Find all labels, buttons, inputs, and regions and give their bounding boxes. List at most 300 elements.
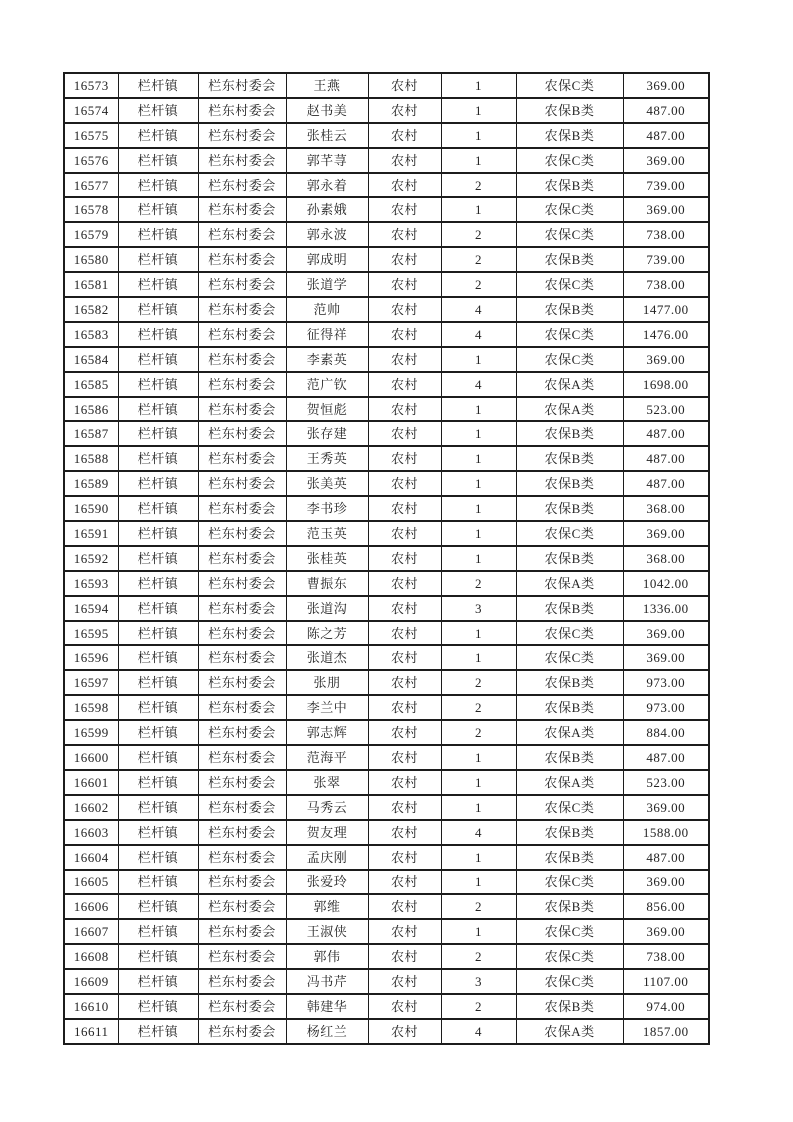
table-row xyxy=(64,944,709,969)
table-cell: 栏杆镇 xyxy=(118,845,198,870)
table-cell: 16579 xyxy=(64,222,118,247)
table-cell: 栏东村委会 xyxy=(198,148,286,173)
table-cell: 1 xyxy=(441,845,516,870)
table-cell: 16581 xyxy=(64,272,118,297)
table-cell: 368.00 xyxy=(623,546,709,571)
table-cell: 栏东村委会 xyxy=(198,969,286,994)
table-cell: 农村 xyxy=(368,571,441,596)
table-cell: 2 xyxy=(441,670,516,695)
table-cell: 栏东村委会 xyxy=(198,571,286,596)
table-cell: 郭成明 xyxy=(286,247,368,272)
table-cell: 1 xyxy=(441,770,516,795)
table-cell: 农保C类 xyxy=(516,621,623,646)
table-cell: 1 xyxy=(441,197,516,222)
table-cell: 王秀英 xyxy=(286,446,368,471)
table-cell: 栏杆镇 xyxy=(118,720,198,745)
table-cell: 栏杆镇 xyxy=(118,471,198,496)
table-cell: 韩建华 xyxy=(286,994,368,1019)
table-cell: 16574 xyxy=(64,98,118,123)
table-cell: 农保C类 xyxy=(516,870,623,895)
table-cell: 农村 xyxy=(368,297,441,322)
table-cell: 栏东村委会 xyxy=(198,496,286,521)
table-cell: 农保B类 xyxy=(516,247,623,272)
table-cell: 16591 xyxy=(64,521,118,546)
table-row xyxy=(64,148,709,173)
table-cell: 农保C类 xyxy=(516,521,623,546)
table-cell: 农村 xyxy=(368,670,441,695)
table-cell: 农保C类 xyxy=(516,272,623,297)
table-cell: 4 xyxy=(441,322,516,347)
table-row xyxy=(64,98,709,123)
table-cell: 栏东村委会 xyxy=(198,745,286,770)
table-cell: 范海平 xyxy=(286,745,368,770)
table-cell: 738.00 xyxy=(623,944,709,969)
table-cell: 张道学 xyxy=(286,272,368,297)
benefits-table xyxy=(63,72,710,1045)
table-cell: 3 xyxy=(441,596,516,621)
table-cell: 栏杆镇 xyxy=(118,919,198,944)
table-cell: 李书珍 xyxy=(286,496,368,521)
table-cell: 栏东村委会 xyxy=(198,98,286,123)
table-cell: 农保C类 xyxy=(516,919,623,944)
table-cell: 1 xyxy=(441,347,516,372)
table-row xyxy=(64,596,709,621)
table-cell: 738.00 xyxy=(623,272,709,297)
table-cell: 369.00 xyxy=(623,645,709,670)
table-cell: 农保B类 xyxy=(516,173,623,198)
table-cell: 栏杆镇 xyxy=(118,247,198,272)
table-cell: 农村 xyxy=(368,148,441,173)
table-cell: 农村 xyxy=(368,73,441,98)
table-cell: 1 xyxy=(441,471,516,496)
table-cell: 农保B类 xyxy=(516,695,623,720)
table-cell: 2 xyxy=(441,571,516,596)
table-cell: 栏杆镇 xyxy=(118,546,198,571)
table-row xyxy=(64,272,709,297)
table-cell: 农村 xyxy=(368,1019,441,1044)
table-cell: 孟庆刚 xyxy=(286,845,368,870)
table-cell: 1 xyxy=(441,496,516,521)
table-cell: 1 xyxy=(441,421,516,446)
table-row xyxy=(64,297,709,322)
table-cell: 农保A类 xyxy=(516,770,623,795)
table-cell: 孙素娥 xyxy=(286,197,368,222)
table-row xyxy=(64,546,709,571)
table-cell: 栏东村委会 xyxy=(198,222,286,247)
table-cell: 738.00 xyxy=(623,222,709,247)
table-cell: 1107.00 xyxy=(623,969,709,994)
table-cell: 栏东村委会 xyxy=(198,521,286,546)
table-cell: 农村 xyxy=(368,795,441,820)
table-cell: 农保B类 xyxy=(516,297,623,322)
table-cell: 范帅 xyxy=(286,297,368,322)
table-cell: 农村 xyxy=(368,695,441,720)
table-cell: 张翠 xyxy=(286,770,368,795)
table-cell: 郭永波 xyxy=(286,222,368,247)
table-row xyxy=(64,670,709,695)
table-cell: 16577 xyxy=(64,173,118,198)
table-cell: 冯书芹 xyxy=(286,969,368,994)
table-cell: 农村 xyxy=(368,894,441,919)
table-cell: 农保A类 xyxy=(516,372,623,397)
table-cell: 栏东村委会 xyxy=(198,944,286,969)
table-cell: 16588 xyxy=(64,446,118,471)
table-cell: 农村 xyxy=(368,720,441,745)
table-cell: 16608 xyxy=(64,944,118,969)
table-cell: 栏杆镇 xyxy=(118,148,198,173)
table-cell: 栏东村委会 xyxy=(198,596,286,621)
table-cell: 农保C类 xyxy=(516,645,623,670)
table-row xyxy=(64,372,709,397)
table-cell: 李素英 xyxy=(286,347,368,372)
table-cell: 栏东村委会 xyxy=(198,272,286,297)
table-cell: 369.00 xyxy=(623,795,709,820)
table-cell: 农保B类 xyxy=(516,98,623,123)
table-cell: 1 xyxy=(441,397,516,422)
table-cell: 张桂英 xyxy=(286,546,368,571)
table-row xyxy=(64,795,709,820)
table-cell: 农保C类 xyxy=(516,795,623,820)
table-cell: 2 xyxy=(441,222,516,247)
table-cell: 赵书美 xyxy=(286,98,368,123)
table-cell: 农村 xyxy=(368,173,441,198)
table-row xyxy=(64,347,709,372)
table-cell: 农村 xyxy=(368,521,441,546)
table-cell: 487.00 xyxy=(623,421,709,446)
table-cell: 农村 xyxy=(368,471,441,496)
table-cell: 栏东村委会 xyxy=(198,322,286,347)
table-cell: 王燕 xyxy=(286,73,368,98)
table-cell: 农保A类 xyxy=(516,720,623,745)
table-cell: 农村 xyxy=(368,596,441,621)
table-cell: 栏东村委会 xyxy=(198,446,286,471)
table-cell: 4 xyxy=(441,297,516,322)
table-cell: 郭志辉 xyxy=(286,720,368,745)
table-cell: 栏东村委会 xyxy=(198,845,286,870)
table-cell: 栏杆镇 xyxy=(118,571,198,596)
table-cell: 1 xyxy=(441,621,516,646)
table-cell: 农保A类 xyxy=(516,397,623,422)
table-cell: 农村 xyxy=(368,820,441,845)
table-cell: 栏杆镇 xyxy=(118,1019,198,1044)
table-cell: 栏东村委会 xyxy=(198,720,286,745)
table-cell: 2 xyxy=(441,720,516,745)
table-cell: 2 xyxy=(441,173,516,198)
table-cell: 369.00 xyxy=(623,148,709,173)
table-cell: 487.00 xyxy=(623,745,709,770)
table-cell: 973.00 xyxy=(623,670,709,695)
table-cell: 农村 xyxy=(368,98,441,123)
table-cell: 1 xyxy=(441,521,516,546)
table-cell: 农村 xyxy=(368,272,441,297)
table-cell: 张存建 xyxy=(286,421,368,446)
table-cell: 487.00 xyxy=(623,471,709,496)
table-cell: 487.00 xyxy=(623,446,709,471)
table-cell: 农保B类 xyxy=(516,894,623,919)
table-cell: 2 xyxy=(441,247,516,272)
table-cell: 2 xyxy=(441,994,516,1019)
table-cell: 栏东村委会 xyxy=(198,695,286,720)
table-cell: 1 xyxy=(441,446,516,471)
table-cell: 369.00 xyxy=(623,347,709,372)
table-cell: 2 xyxy=(441,894,516,919)
table-cell: 农保B类 xyxy=(516,845,623,870)
table-cell: 栏杆镇 xyxy=(118,521,198,546)
table-row xyxy=(64,247,709,272)
table-cell: 1 xyxy=(441,870,516,895)
table-cell: 16605 xyxy=(64,870,118,895)
table-cell: 农村 xyxy=(368,645,441,670)
table-cell: 1857.00 xyxy=(623,1019,709,1044)
table-cell: 2 xyxy=(441,272,516,297)
table-cell: 16575 xyxy=(64,123,118,148)
table-row xyxy=(64,1019,709,1044)
table-cell: 栏杆镇 xyxy=(118,870,198,895)
table-cell: 张朋 xyxy=(286,670,368,695)
table-cell: 农保C类 xyxy=(516,197,623,222)
table-cell: 栏杆镇 xyxy=(118,421,198,446)
table-cell: 1042.00 xyxy=(623,571,709,596)
table-row xyxy=(64,994,709,1019)
table-cell: 16599 xyxy=(64,720,118,745)
table-cell: 1 xyxy=(441,98,516,123)
table-cell: 栏杆镇 xyxy=(118,645,198,670)
table-cell: 张桂云 xyxy=(286,123,368,148)
table-cell: 栏杆镇 xyxy=(118,969,198,994)
table-cell: 栏杆镇 xyxy=(118,123,198,148)
table-row xyxy=(64,645,709,670)
table-cell: 栏东村委会 xyxy=(198,670,286,695)
table-cell: 栏杆镇 xyxy=(118,795,198,820)
table-cell: 农保B类 xyxy=(516,596,623,621)
table-cell: 农村 xyxy=(368,870,441,895)
table-row xyxy=(64,197,709,222)
table-cell: 农保B类 xyxy=(516,994,623,1019)
table-cell: 张美英 xyxy=(286,471,368,496)
table-cell: 农村 xyxy=(368,621,441,646)
table-cell: 369.00 xyxy=(623,73,709,98)
table-row xyxy=(64,845,709,870)
table-cell: 郭永着 xyxy=(286,173,368,198)
table-row xyxy=(64,73,709,98)
table-cell: 栏杆镇 xyxy=(118,98,198,123)
table-cell: 农村 xyxy=(368,123,441,148)
table-cell: 郭维 xyxy=(286,894,368,919)
table-row xyxy=(64,222,709,247)
table-cell: 栏东村委会 xyxy=(198,347,286,372)
table-cell: 16606 xyxy=(64,894,118,919)
table-row xyxy=(64,571,709,596)
table-cell: 16601 xyxy=(64,770,118,795)
table-cell: 栏杆镇 xyxy=(118,272,198,297)
table-cell: 农村 xyxy=(368,446,441,471)
table-cell: 农村 xyxy=(368,197,441,222)
table-cell: 16602 xyxy=(64,795,118,820)
table-cell: 农保B类 xyxy=(516,820,623,845)
table-cell: 农村 xyxy=(368,347,441,372)
table-cell: 农保A类 xyxy=(516,571,623,596)
table-cell: 曹振东 xyxy=(286,571,368,596)
table-cell: 栏杆镇 xyxy=(118,944,198,969)
table-cell: 栏杆镇 xyxy=(118,446,198,471)
table-row xyxy=(64,123,709,148)
table-cell: 16609 xyxy=(64,969,118,994)
table-cell: 马秀云 xyxy=(286,795,368,820)
table-cell: 856.00 xyxy=(623,894,709,919)
table-cell: 4 xyxy=(441,820,516,845)
table-cell: 农村 xyxy=(368,397,441,422)
table-row xyxy=(64,695,709,720)
table-cell: 栏杆镇 xyxy=(118,670,198,695)
table-cell: 16584 xyxy=(64,347,118,372)
table-cell: 栏东村委会 xyxy=(198,546,286,571)
table-cell: 16580 xyxy=(64,247,118,272)
table-cell: 农村 xyxy=(368,994,441,1019)
table-cell: 农保B类 xyxy=(516,496,623,521)
table-cell: 农村 xyxy=(368,222,441,247)
table-cell: 1 xyxy=(441,148,516,173)
table-cell: 栏东村委会 xyxy=(198,173,286,198)
table-cell: 16597 xyxy=(64,670,118,695)
table-cell: 栏杆镇 xyxy=(118,770,198,795)
table-cell: 1 xyxy=(441,919,516,944)
table-cell: 16583 xyxy=(64,322,118,347)
table-cell: 农村 xyxy=(368,546,441,571)
table-cell: 16598 xyxy=(64,695,118,720)
table-cell: 栏杆镇 xyxy=(118,994,198,1019)
table-cell: 1 xyxy=(441,73,516,98)
table-cell: 栏东村委会 xyxy=(198,870,286,895)
table-cell: 16590 xyxy=(64,496,118,521)
table-cell: 栏东村委会 xyxy=(198,795,286,820)
table-cell: 李兰中 xyxy=(286,695,368,720)
table-row xyxy=(64,421,709,446)
table-cell: 369.00 xyxy=(623,870,709,895)
table-cell: 农保C类 xyxy=(516,969,623,994)
table-cell: 征得祥 xyxy=(286,322,368,347)
table-row xyxy=(64,446,709,471)
table-cell: 16600 xyxy=(64,745,118,770)
table-body xyxy=(64,73,709,1044)
table-row xyxy=(64,621,709,646)
table-cell: 523.00 xyxy=(623,770,709,795)
table-cell: 农村 xyxy=(368,322,441,347)
table-cell: 3 xyxy=(441,969,516,994)
table-cell: 4 xyxy=(441,372,516,397)
table-cell: 栏杆镇 xyxy=(118,73,198,98)
table-cell: 栏东村委会 xyxy=(198,421,286,446)
table-cell: 栏杆镇 xyxy=(118,894,198,919)
table-cell: 农村 xyxy=(368,421,441,446)
table-cell: 张爱玲 xyxy=(286,870,368,895)
table-row xyxy=(64,894,709,919)
table-row xyxy=(64,969,709,994)
table-row xyxy=(64,397,709,422)
table-cell: 1336.00 xyxy=(623,596,709,621)
table-cell: 16595 xyxy=(64,621,118,646)
table-cell: 523.00 xyxy=(623,397,709,422)
table-cell: 农保B类 xyxy=(516,745,623,770)
table-cell: 栏杆镇 xyxy=(118,197,198,222)
table-cell: 张道杰 xyxy=(286,645,368,670)
table-cell: 栏东村委会 xyxy=(198,397,286,422)
table-cell: 农保C类 xyxy=(516,322,623,347)
table-cell: 栏杆镇 xyxy=(118,347,198,372)
table-cell: 农村 xyxy=(368,845,441,870)
table-cell: 栏东村委会 xyxy=(198,471,286,496)
table-cell: 农保B类 xyxy=(516,123,623,148)
table-cell: 369.00 xyxy=(623,621,709,646)
table-cell: 栏杆镇 xyxy=(118,496,198,521)
table-cell: 2 xyxy=(441,944,516,969)
table-row xyxy=(64,870,709,895)
table-cell: 郭伟 xyxy=(286,944,368,969)
table-cell: 栏杆镇 xyxy=(118,397,198,422)
table-cell: 4 xyxy=(441,1019,516,1044)
table-row xyxy=(64,820,709,845)
table-row xyxy=(64,496,709,521)
table-cell: 487.00 xyxy=(623,845,709,870)
table-cell: 369.00 xyxy=(623,197,709,222)
table-cell: 369.00 xyxy=(623,521,709,546)
table-cell: 栏东村委会 xyxy=(198,820,286,845)
table-cell: 1 xyxy=(441,645,516,670)
table-cell: 16578 xyxy=(64,197,118,222)
table-cell: 郭芊荨 xyxy=(286,148,368,173)
table-cell: 栏东村委会 xyxy=(198,73,286,98)
table-cell: 农村 xyxy=(368,372,441,397)
table-cell: 农保B类 xyxy=(516,471,623,496)
table-cell: 16587 xyxy=(64,421,118,446)
table-cell: 369.00 xyxy=(623,919,709,944)
table-cell: 栏东村委会 xyxy=(198,645,286,670)
table-cell: 1588.00 xyxy=(623,820,709,845)
table-cell: 农保B类 xyxy=(516,421,623,446)
table-cell: 栏东村委会 xyxy=(198,247,286,272)
table-cell: 农保C类 xyxy=(516,347,623,372)
table-row xyxy=(64,471,709,496)
table-cell: 农保C类 xyxy=(516,222,623,247)
table-cell: 栏杆镇 xyxy=(118,695,198,720)
table-cell: 368.00 xyxy=(623,496,709,521)
table-cell: 栏杆镇 xyxy=(118,621,198,646)
table-cell: 16611 xyxy=(64,1019,118,1044)
table-cell: 739.00 xyxy=(623,173,709,198)
table-cell: 农保B类 xyxy=(516,670,623,695)
table-cell: 栏东村委会 xyxy=(198,1019,286,1044)
table-cell: 16610 xyxy=(64,994,118,1019)
table-cell: 16594 xyxy=(64,596,118,621)
table-cell: 16604 xyxy=(64,845,118,870)
table-cell: 16585 xyxy=(64,372,118,397)
table-cell: 1 xyxy=(441,795,516,820)
table-cell: 农保B类 xyxy=(516,546,623,571)
table-cell: 16596 xyxy=(64,645,118,670)
table-cell: 974.00 xyxy=(623,994,709,1019)
table-cell: 栏东村委会 xyxy=(198,123,286,148)
table-cell: 农村 xyxy=(368,247,441,272)
table-row xyxy=(64,322,709,347)
table-cell: 栏杆镇 xyxy=(118,322,198,347)
table-cell: 1698.00 xyxy=(623,372,709,397)
table-cell: 16582 xyxy=(64,297,118,322)
table-cell: 农保B类 xyxy=(516,446,623,471)
table-row xyxy=(64,770,709,795)
table-cell: 王淑侠 xyxy=(286,919,368,944)
table-cell: 栏杆镇 xyxy=(118,297,198,322)
table-cell: 16576 xyxy=(64,148,118,173)
table-cell: 1 xyxy=(441,123,516,148)
